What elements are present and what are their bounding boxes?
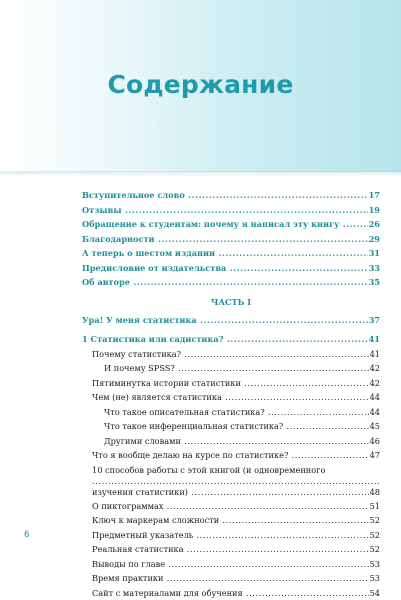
toc-entry[interactable] [82, 376, 380, 391]
toc-entry-title: Реальная статистика ..... [92, 542, 380, 557]
toc-entry-title: Ура! У меня статистика ..... [82, 313, 380, 328]
toc-entry-page: 54 [369, 586, 380, 600]
toc-entry-page: 52 [369, 542, 380, 557]
toc-entry[interactable] [82, 499, 380, 514]
toc-entry-page: 46 [369, 434, 380, 449]
toc-entry-page: 44 [369, 390, 380, 405]
toc-entry-title: 1 Статистика или садистика? ..... [82, 332, 380, 347]
toc-entry[interactable] [82, 586, 380, 600]
toc-entry-page: 42 [369, 361, 380, 376]
toc-entry-title: Что я вообще делаю на курсе по статистике? ..... [92, 448, 380, 463]
toc-entry[interactable] [82, 528, 380, 543]
toc-entry-title: Предисловие от издательства ..... [82, 261, 380, 276]
toc-entry-title: Что такое инференциальная статистика? ..... [104, 419, 380, 434]
page-number: 6 [24, 530, 29, 540]
toc-entry-title [92, 465, 380, 487]
toc-entry-page: 17 [368, 188, 380, 203]
toc-entry-page: 26 [368, 217, 380, 232]
toc-entry-page: 48 [369, 487, 380, 498]
toc-entry-page: 52 [369, 513, 380, 528]
toc-entry-sixth-edition[interactable] [82, 246, 380, 261]
toc-entry[interactable] [82, 434, 380, 449]
toc-entry-title: Благодарности ..... [82, 232, 380, 247]
toc-entry-page: 31 [368, 246, 380, 261]
toc-entry-title: Чем (не) является статистика ..... [92, 390, 380, 405]
toc-chapter-title[interactable] [82, 332, 380, 347]
toc-entry[interactable] [82, 347, 380, 362]
toc-entry-page: 47 [369, 448, 380, 463]
toc-entry-about-author[interactable] [82, 275, 380, 290]
toc-entry-title: Вступительное слово ..... [82, 188, 380, 203]
toc-entry-title: О пиктограммах ..... [92, 499, 380, 514]
toc-entry[interactable] [82, 557, 380, 572]
toc-entry-page: 53 [369, 557, 380, 572]
toc-entry-page: 52 [369, 528, 380, 543]
toc-entry-page: 33 [368, 261, 380, 276]
toc-entry-title: Ключ к маркерам сложности ..... [92, 513, 380, 528]
toc-entry-title: А теперь о шестом издании ..... [82, 246, 380, 261]
toc-entry[interactable] [82, 542, 380, 557]
toc-entry-page: 41 [368, 332, 380, 347]
toc-entry-title: Что такое описательная статистика? ..... [104, 405, 380, 420]
toc-entry-title: Почему статистика? ..... [92, 347, 380, 362]
toc-entry-address-to-students[interactable] [82, 217, 380, 232]
toc-entry[interactable] [82, 448, 380, 463]
toc-entry-page: 44 [369, 405, 380, 420]
toc-entry-reviews[interactable] [82, 203, 380, 218]
part-heading: ЧАСТЬ I [82, 291, 380, 313]
toc-entry-page: 29 [368, 232, 380, 247]
toc-entry-title-line2: изучения статистики) ..... [92, 487, 380, 498]
toc-entry-publisher-preface[interactable] [82, 261, 380, 276]
toc-entry-acknowledgements[interactable] [82, 232, 380, 247]
toc-entry[interactable] [82, 513, 380, 528]
toc-entry-foreword[interactable] [82, 188, 380, 203]
toc-entry-title: Пятиминутка истории статистики ..... [92, 376, 380, 391]
toc-entry[interactable] [82, 405, 380, 420]
toc-entry-title: Об авторе ..... [82, 275, 380, 290]
toc-entry-page: 19 [368, 203, 380, 218]
table-of-contents [82, 188, 380, 600]
toc-entry-page: 42 [369, 376, 380, 391]
toc-entry-page: 51 [369, 499, 380, 514]
toc-entry-page: 53 [369, 571, 380, 586]
toc-entry-page: 37 [368, 313, 380, 328]
toc-entry-title: Время практики ..... [92, 571, 380, 586]
toc-entry-title: Отзывы ..... [82, 203, 380, 218]
toc-entry-title: Выводы по главе ..... [92, 557, 380, 572]
toc-entry[interactable] [82, 571, 380, 586]
toc-entry[interactable] [82, 419, 380, 434]
toc-entry-title: Предметный указатель ..... [92, 528, 380, 543]
toc-entry-page: 45 [369, 419, 380, 434]
toc-entry[interactable] [82, 361, 380, 376]
toc-part-title[interactable] [82, 313, 380, 328]
toc-entry-title: И почему SPSS? ..... [104, 361, 380, 376]
toc-entry-page: 35 [368, 275, 380, 290]
toc-entry-title: Сайт с материалами для обучения ..... [92, 586, 380, 600]
toc-entry-title: Обращение к студентам: почему я написал эту книгу ..... [82, 217, 380, 232]
toc-entry-title: Другими словами ..... [104, 434, 380, 449]
toc-entry-title-line1: 10 способов работы с этой книгой (и одновременного [92, 465, 325, 475]
page-title: Содержание [0, 70, 401, 99]
toc-entry[interactable] [82, 463, 380, 499]
toc-entry-page: 41 [369, 347, 380, 362]
toc-entry[interactable] [82, 390, 380, 405]
